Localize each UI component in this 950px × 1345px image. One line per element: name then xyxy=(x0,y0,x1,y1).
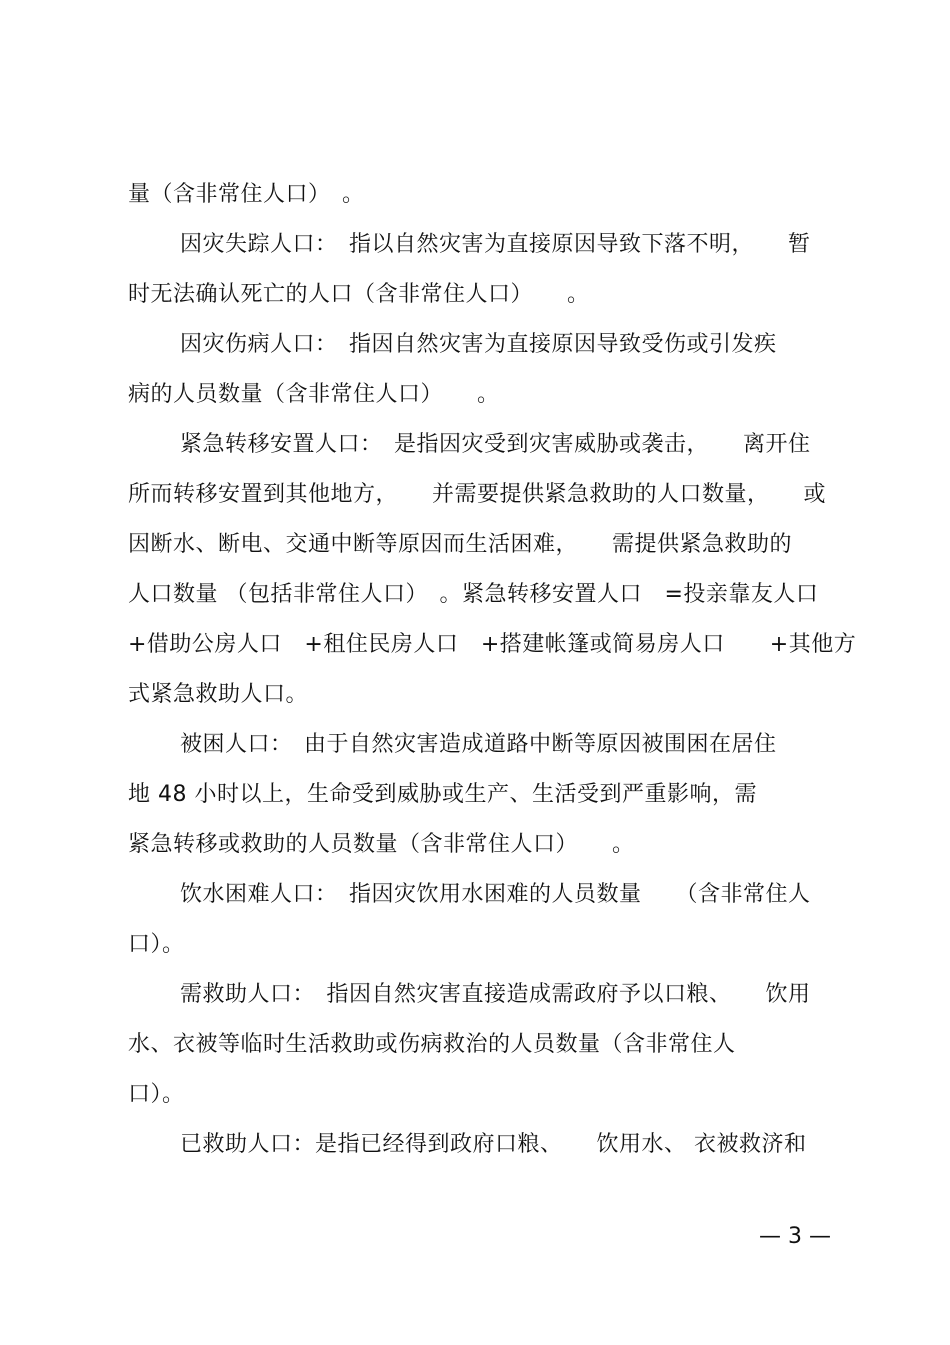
text-line: 紧急转移或救助的人员数量（含非常住人口） 。 xyxy=(128,832,635,857)
text-line: 因断水、断电、交通中断等原因而生活困难， 需提供紧急救助的 xyxy=(128,532,793,557)
text-line: 口）。 xyxy=(128,1082,185,1107)
paragraph-aided-population: 已救助人口：是指已经得到政府口粮、 饮用水、 衣被救济和 xyxy=(180,1132,807,1157)
text-line: 时无法确认死亡的人口（含非常住人口） 。 xyxy=(128,282,590,307)
page-number: — 3 — xyxy=(759,1224,831,1249)
text-line: +借助公房人口 +租住民房人口 +搭建帐篷或简易房人口 +其他方 xyxy=(128,632,857,657)
text-line: 地 48 小时以上，生命受到威胁或生产、生活受到严重影响，需 xyxy=(128,782,757,807)
text-line: 水、衣被等临时生活救助或伤病救治的人员数量（含非常住人 xyxy=(128,1032,736,1057)
text-line: 所而转移安置到其他地方， 并需要提供紧急救助的人口数量， 或 xyxy=(128,482,827,507)
text-line: 式紧急救助人口。 xyxy=(128,682,309,707)
paragraph-emergency-relocation: 紧急转移安置人口： 是指因灾受到灾害威胁或袭击， 离开住 xyxy=(180,432,811,457)
paragraph-trapped-population: 被困人口： 由于自然灾害造成道路中断等原因被围困在居住 xyxy=(180,732,777,757)
paragraph-aid-needed-population: 需救助人口： 指因自然灾害直接造成需政府予以口粮、 饮用 xyxy=(180,982,811,1007)
paragraph-injured-population: 因灾伤病人口： 指因自然灾害为直接原因导致受伤或引发疾 xyxy=(180,332,777,357)
text-line: 量（含非常住人口） 。 xyxy=(128,182,365,207)
text-line: 病的人员数量（含非常住人口） 。 xyxy=(128,382,500,407)
text-line: 人口数量 （包括非常住人口） 。紧急转移安置人口 =投亲靠友人口 xyxy=(128,582,819,607)
paragraph-drinking-water-difficulty: 饮水困难人口： 指因灾饮用水困难的人员数量 （含非常住人 xyxy=(180,882,811,907)
paragraph-missing-population: 因灾失踪人口： 指以自然灾害为直接原因导致下落不明， 暂 xyxy=(180,232,811,257)
text-line: 口）。 xyxy=(128,932,185,957)
